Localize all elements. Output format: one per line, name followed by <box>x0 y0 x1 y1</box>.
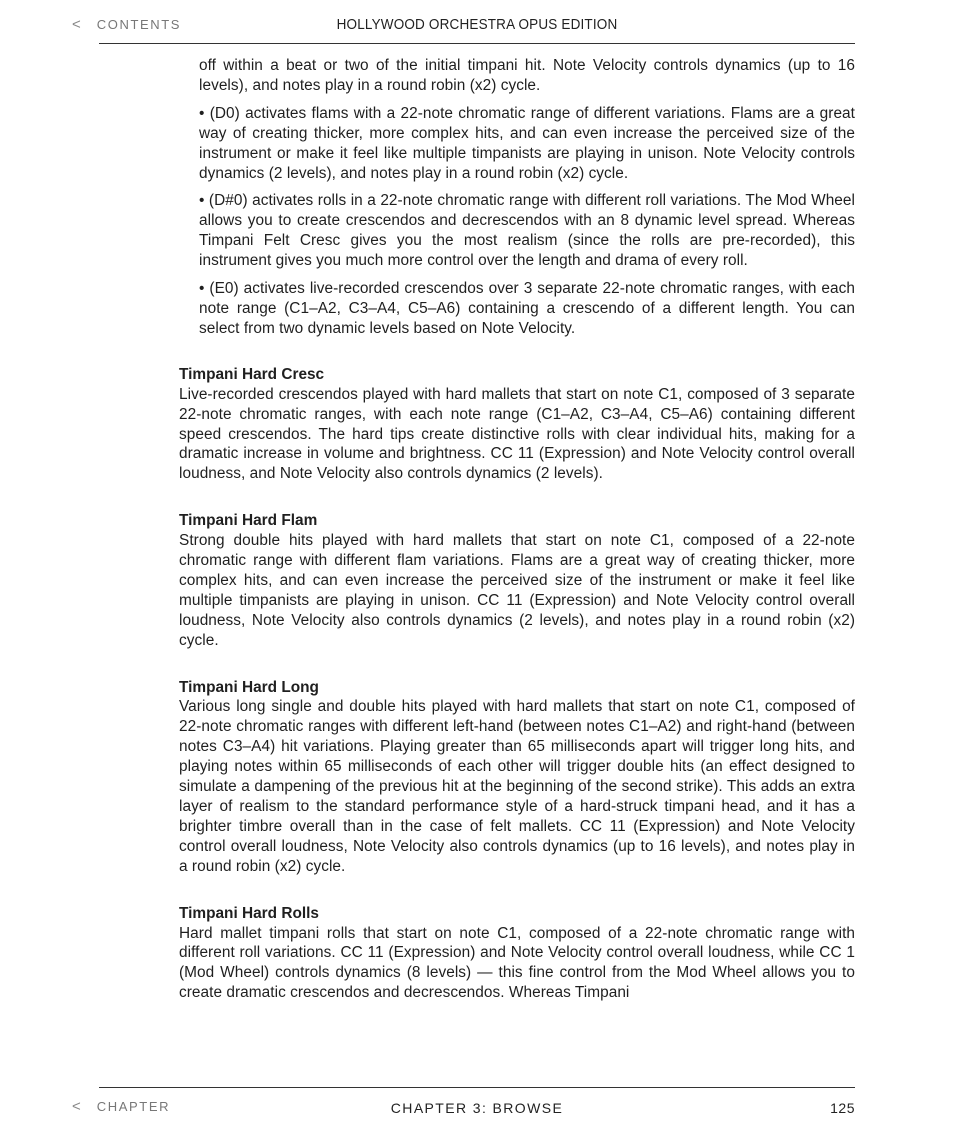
section-title-hard-cresc: Timpani Hard Cresc <box>179 365 325 383</box>
section-title-hard-long: Timpani Hard Long <box>179 678 319 696</box>
paragraph-continued: off within a beat or two of the initial timpani hit. Note Velocity controls dynamics (up to 16 levels), and notes play in a round robin (x2) cycle. <box>199 57 855 94</box>
footer-divider <box>99 1087 855 1088</box>
header-divider <box>99 43 855 44</box>
contents-link-label: CONTENTS <box>96 17 182 32</box>
page-body <box>179 56 855 1003</box>
chapter-link-label: CHAPTER <box>96 1099 171 1114</box>
bullet-e0: • (E0) activates live-recorded crescendos over 3 separate 22-note chromatic ranges, with each note range (C1–A2, C3–A4, C5–A6) containing a crescendo of a different length. You can select from two dynamic levels based on Note Velocity. <box>199 280 855 337</box>
chevron-left-icon: < <box>72 16 81 33</box>
section-text-hard-flam: Strong double hits played with hard mallets that start on note C1, composed of a 22-note chromatic range with different flam variations. Flams are a great way of creating thicker, more complex hits, and can even increase the perceived size of the instrument or make it feel like multiple timpanists are playing in unison. CC 11 (Expression) and Note Velocity control overall loudness, Note Velocity also controls dynamics (2 levels), and notes play in a round robin (x2) cycle. <box>179 532 855 649</box>
page-number: 125 <box>830 1100 855 1116</box>
section-title-hard-rolls: Timpani Hard Rolls <box>179 904 319 922</box>
section-title-hard-flam: Timpani Hard Flam <box>179 512 318 530</box>
document-title: HOLLYWOOD ORCHESTRA OPUS EDITION <box>336 16 618 33</box>
section-text-hard-rolls: Hard mallet timpani rolls that start on note C1, composed of a 22-note chromatic range with different roll variations. CC 11 (Expression) and Note Velocity control overall loudness, while CC 1 (Mod Wheel) controls dynamics (8 levels) — this fine control from the Mod Wheel allows you to create dramatic crescendos and decrescendos. Whereas Timpani <box>179 924 855 1002</box>
chapter-title: CHAPTER 3: BROWSE <box>390 1100 564 1116</box>
bullet-d0: • (D0) activates flams with a 22-note chromatic range of different variations. Flams are a great way of creating thicker, more complex hits, and can even increase the perceived size of the instrument or make it feel like multiple timpanists are playing in unison. Note Velocity controls dynamics (2 levels), and notes play in a round robin (x2) cycle. <box>199 104 855 182</box>
page-header <box>0 0 954 44</box>
bullet-dsharp0: • (D#0) activates rolls in a 22-note chromatic range with different roll variations. The Mod Wheel allows you to create crescendos and decrescendos with an 8 dynamic level spread. Whereas Timpani Felt Cresc gives you the most realism (since the rolls are pre-recorded), this instrument gives you much more control over the length and drama of every roll. <box>199 192 855 270</box>
section-text-hard-long: Various long single and double hits played with hard mallets that start on note C1, composed of 22-note chromatic ranges with different left-hand (between notes C1–A2) and right-hand (between notes C3–A4) hit variations. Playing greater than 65 milliseconds apart will trigger long hits, and playing notes within 65 milliseconds of each other will trigger double hits (an effect designed to simulate a dampening of the previous hit at the beginning of the second strike). This adds an extra layer of realism to the standard performance style of a hard-struck timpani head, and it has a brighter timbre overall than in the case of felt mallets. CC 11 (Expression) and Note Velocity control overall loudness, Note Velocity also controls dynamics (up to 16 levels), and notes play in a round robin (x2) cycle. <box>179 698 855 875</box>
chevron-left-icon: < <box>72 1098 81 1115</box>
section-text-hard-cresc: Live-recorded crescendos played with hard mallets that start on note C1, composed of 3 separate 22-note chromatic ranges, with each note range (C1–A2, C3–A4, C5–A6) containing different speed crescendos. The hard tips create distinctive rolls with clear individual hits, making for a dramatic increase in volume and brightness. CC 11 (Expression) and Note Velocity control overall loudness, and Note Velocity also controls dynamics (2 levels). <box>179 385 855 483</box>
